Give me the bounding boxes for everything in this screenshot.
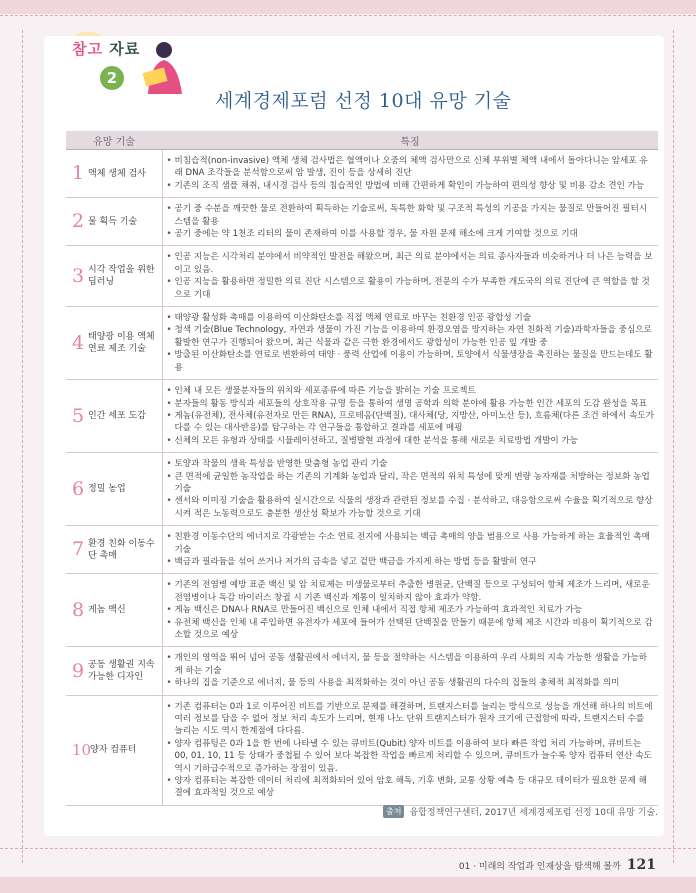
header-technology: 유망 기술 <box>66 131 162 150</box>
bottom-band <box>0 877 696 893</box>
page-number: 121 <box>626 857 656 873</box>
technology-name: 물 획득 기술 <box>88 216 138 227</box>
feature-item: • 공기 중에는 약 1천조 리터의 물이 존재하여 이를 사용할 경우, 물 자원 문제 해소에 크게 기여할 것으로 기대 <box>167 228 655 240</box>
left-margin-line <box>22 30 23 863</box>
feature-item: • 신체의 모든 유형과 상태를 시뮬레이션하고, 질병발현 과정에 대한 분석을 통해 새로운 치료방법 개발이 가능 <box>167 435 655 447</box>
feature-list <box>167 652 655 689</box>
feature-list <box>167 458 655 520</box>
technology-cell <box>66 574 162 647</box>
technology-cell <box>66 307 162 380</box>
table-row <box>66 695 658 805</box>
table-row <box>66 380 658 453</box>
page-title: 세계경제포럼 선정 10대 유망 기술 <box>215 90 512 112</box>
feature-list <box>167 531 655 568</box>
footer-chapter: 01 · 미래의 작업과 인재상을 탐색해 볼까 <box>458 861 621 872</box>
table-header-row <box>66 131 658 150</box>
feature-list <box>167 155 655 192</box>
row-number: 7 <box>72 538 85 561</box>
row-number: 4 <box>72 331 85 354</box>
technology-cell <box>66 380 162 453</box>
features-cell <box>162 453 658 526</box>
row-number: 6 <box>72 477 85 500</box>
features-cell <box>162 150 658 198</box>
table-row <box>66 526 658 574</box>
table-row <box>66 647 658 695</box>
source-text: 융합정책연구센터, 2017년 세계경제포럼 선정 10대 유망 기술. <box>409 808 658 818</box>
feature-item: • 하나의 집을 기준으로 에너지, 물 등의 사용을 최적화하는 것이 아닌 공동 생활권의 다수의 집들의 총체적 최적화를 의미 <box>167 677 655 689</box>
technology-name: 환경 친화 이동수단 촉매 <box>88 538 155 561</box>
row-number: 2 <box>72 210 85 233</box>
feature-item: • 게놈(유전체), 전사체(유전자로 만든 RNA), 프로테옴(단백질), 대사체(당, 지방산, 아미노산 등), 흐름체(다른 조건 하에서 속도가 다를 수 있는 대사반응)를 탐구하는 각 연구들을 통합하고 결과를 세포에 매핑 <box>167 410 655 435</box>
feature-list <box>167 312 655 374</box>
row-number: 8 <box>72 598 85 621</box>
technology-cell <box>66 246 162 307</box>
technology-name: 태양광 이용 액체 연료 제조 기술 <box>88 332 155 355</box>
feature-item: • 친환경 이동수단의 에너지로 각광받는 수소 연료 전지에 사용되는 백금 촉매의 양을 범용으로 사용 가능하게 하는 효율적인 촉매 기술 <box>167 531 655 556</box>
badge-number: 2 <box>98 64 126 92</box>
feature-list <box>167 251 655 301</box>
right-margin-line <box>673 30 674 863</box>
technology-cell <box>66 695 162 805</box>
feature-list <box>167 701 655 800</box>
row-number: 1 <box>72 162 85 185</box>
feature-item: • 기존의 조직 샘플 채취, 내시경 검사 등의 침습적인 방법에 비해 간편하게 확인이 가능하여 편의성 향상 및 비용 감소 견인 가능 <box>167 180 655 192</box>
source-tag: 출처 <box>383 805 404 818</box>
features-cell <box>162 380 658 453</box>
reading-person-illustration <box>138 36 188 96</box>
feature-item: • 토양과 작물의 생육 특성을 반영한 맞춤형 농업 관리 기술 <box>167 458 655 470</box>
feature-item: • 청색 기술(Blue Technology, 자연과 생물이 가진 기능을 이용하여 환경오염을 방지하는 자연 친화적 기술)과학자들을 중심으로 활발한 연구가 진행되어 왔으며, 최근 식물과 같은 극한 환경에서도 광합성이 가능한 인공 잎 개발 중 <box>167 324 655 349</box>
features-cell <box>162 198 658 246</box>
technology-name: 공동 생활권 지속 가능한 디자인 <box>88 660 155 683</box>
feature-item: • 양자 컴퓨팅은 0과 1을 한 번에 나타낼 수 있는 큐비트(Qubit) 양자 비트를 이용하여 보다 빠른 작업 처리 가능하며, 큐비트는 00, 01, 10, 11 등 상태가 중첩될 수 있어 보다 복잡한 작업을 빠르게 처리할 수 있으며, 큐비트가 늘수록 양자 컴퓨터 연산 속도 역시 기하급수적으로 증가하는 장점이 있음. <box>167 738 655 775</box>
feature-item: • 기존의 전염병 예방 표준 백신 및 암 치료제는 미생물로부터 추출한 병원균, 단백질 등으로 구성되어 항체 제조가 느리며, 새로운 전염병이나 독감 바이러스 창궐 시 기존 백신과 계통이 일치하지 않아 효과가 약함. <box>167 579 655 604</box>
footer-divider <box>0 848 696 849</box>
features-cell <box>162 307 658 380</box>
row-number: 5 <box>72 404 85 427</box>
technology-cell <box>66 198 162 246</box>
technology-name: 정밀 농업 <box>88 484 126 495</box>
header-features: 특징 <box>162 131 658 150</box>
table-row <box>66 453 658 526</box>
feature-item: • 센서와 이미징 기술을 활용하여 실시간으로 식물의 생장과 관련된 정보를 수집 · 분석하고, 대응함으로써 수율을 획기적으로 향상시켜 적은 노동력으로도 충분한 생산성 확보가 가능할 것으로 기대 <box>167 495 655 520</box>
features-cell <box>162 647 658 695</box>
feature-item: • 방출된 이산화탄소를 연료로 변환하여 태양 · 풍력 산업에 이용이 가능하며, 토양에서 식물생장을 촉진하는 물질을 만드는데도 활용 <box>167 349 655 374</box>
features-cell <box>162 246 658 307</box>
badge-label: 참고 자료 <box>72 40 141 58</box>
feature-item: • 양자 컴퓨터는 복잡한 데이터 처리에 최적화되어 있어 암호 해독, 기후 변화, 교통 상황 예측 등 대규모 데이터가 필요한 문제 해결에 효과적일 것으로 예상 <box>167 775 655 800</box>
feature-item: • 분자들의 활동 방식과 세포들의 상호작용 규명 등을 통하여 생명 공학과 의학 분야에 활용 가능한 인간 세포의 도감 완성을 목표 <box>167 398 655 410</box>
table-row <box>66 150 658 198</box>
row-number: 10 <box>72 740 92 759</box>
feature-item: • 큰 면적에 균일한 농작업을 하는 기존의 기계화 농업과 달리, 작은 면적의 위치 특성에 맞게 변량 농자재를 처방하는 정보화 농업 기술 <box>167 471 655 496</box>
feature-item: • 기존 컴퓨터는 0과 1로 이루어진 비트를 기반으로 문제를 해결하며, 트랜지스터를 늘리는 방식으로 성능을 개선해 하나의 비트에 여러 정보를 담을 수 없어 정보 처리 속도가 느리며, 현재 나노 단위 트랜지스터가 원자 크기에 근접함에 따라, 트랜지스터 수를 늘리는 시도 역시 한계점에 다다름. <box>167 701 655 738</box>
feature-item: • 인공 지능은 시각처리 분야에서 비약적인 발전을 해왔으며, 최근 의료 분야에서는 의료 종사자들과 비슷하거나 더 나은 능력을 보이고 있음. <box>167 251 655 276</box>
reference-badge <box>58 32 183 98</box>
features-cell <box>162 526 658 574</box>
feature-item: • 비침습적(non-invasive) 액체 생체 검사법은 혈액이나 오줌의 체액 검사만으로 신체 부위별 체액 내에서 돌아다니는 암세포 유래 DNA 조각들을 분석함으로써 암 발생, 진이 등을 상세히 진단 <box>167 155 655 180</box>
technology-name: 시각 작업을 위한 딥러닝 <box>88 265 155 288</box>
table-row <box>66 246 658 307</box>
feature-item: • 태양광 활성화 촉매를 이용하여 이산화탄소를 직접 액체 연료로 바꾸는 친환경 인공 광합성 기술 <box>167 312 655 324</box>
feature-item: • 유전체 백신을 인체 내 주입하면 유전자가 세포에 들어가 선택된 단백질을 만들기 때문에 항체 제조 시간과 비용이 획기적으로 감소할 것으로 예상 <box>167 617 655 642</box>
row-number: 3 <box>72 264 85 287</box>
technology-name: 인간 세포 도감 <box>88 411 146 422</box>
technology-name: 양자 컴퓨터 <box>90 745 137 756</box>
feature-list <box>167 203 655 240</box>
technology-cell <box>66 647 162 695</box>
technology-name: 액체 생체 검사 <box>88 168 146 179</box>
feature-item: • 개인의 영역을 뛰어 넘어 공동 생활권에서 에너지, 물 등을 절약하는 시스템을 이용하여 우리 사회의 지속 가능한 생활을 가능하게 하는 기술 <box>167 652 655 677</box>
features-cell <box>162 574 658 647</box>
page-footer <box>459 857 656 873</box>
feature-list <box>167 385 655 447</box>
feature-item: • 인체 내 모든 생물분자들의 위치와 세포종류에 따른 기능을 밝히는 기술 프로젝트 <box>167 385 655 397</box>
features-cell <box>162 695 658 805</box>
technology-table <box>66 131 658 806</box>
source-note <box>383 805 658 818</box>
top-band <box>0 0 696 14</box>
technology-name: 게놈 백신 <box>88 605 126 616</box>
feature-item: • 게놈 백신은 DNA나 RNA로 만들어진 백신으로 인체 내에서 직접 항체 제조가 가능하여 효과적인 치료가 가능 <box>167 604 655 616</box>
feature-item: • 공기 중 수분을 깨끗한 물로 전환하여 획득하는 기술로써, 독특한 화학 및 구조적 특성의 기공을 가지는 물질로 만들어진 필터시스템을 활용 <box>167 203 655 228</box>
feature-item: • 백금과 필라듐을 섞어 쓰거나 저가의 금속을 넣고 겉만 백금을 가지게 하는 방법 등을 활발히 연구 <box>167 556 655 568</box>
feature-list <box>167 579 655 641</box>
table-row <box>66 198 658 246</box>
top-divider <box>0 15 696 16</box>
feature-item: • 인공 지능을 활용하면 정밀한 의료 진단 시스템으로 활용이 가능하며, 전문의 수가 부족한 개도국의 의료 진단에 큰 역할을 할 것으로 기대 <box>167 276 655 301</box>
technology-cell <box>66 150 162 198</box>
technology-cell <box>66 526 162 574</box>
table-row <box>66 307 658 380</box>
row-number: 9 <box>72 659 85 682</box>
technology-cell <box>66 453 162 526</box>
table-row <box>66 574 658 647</box>
